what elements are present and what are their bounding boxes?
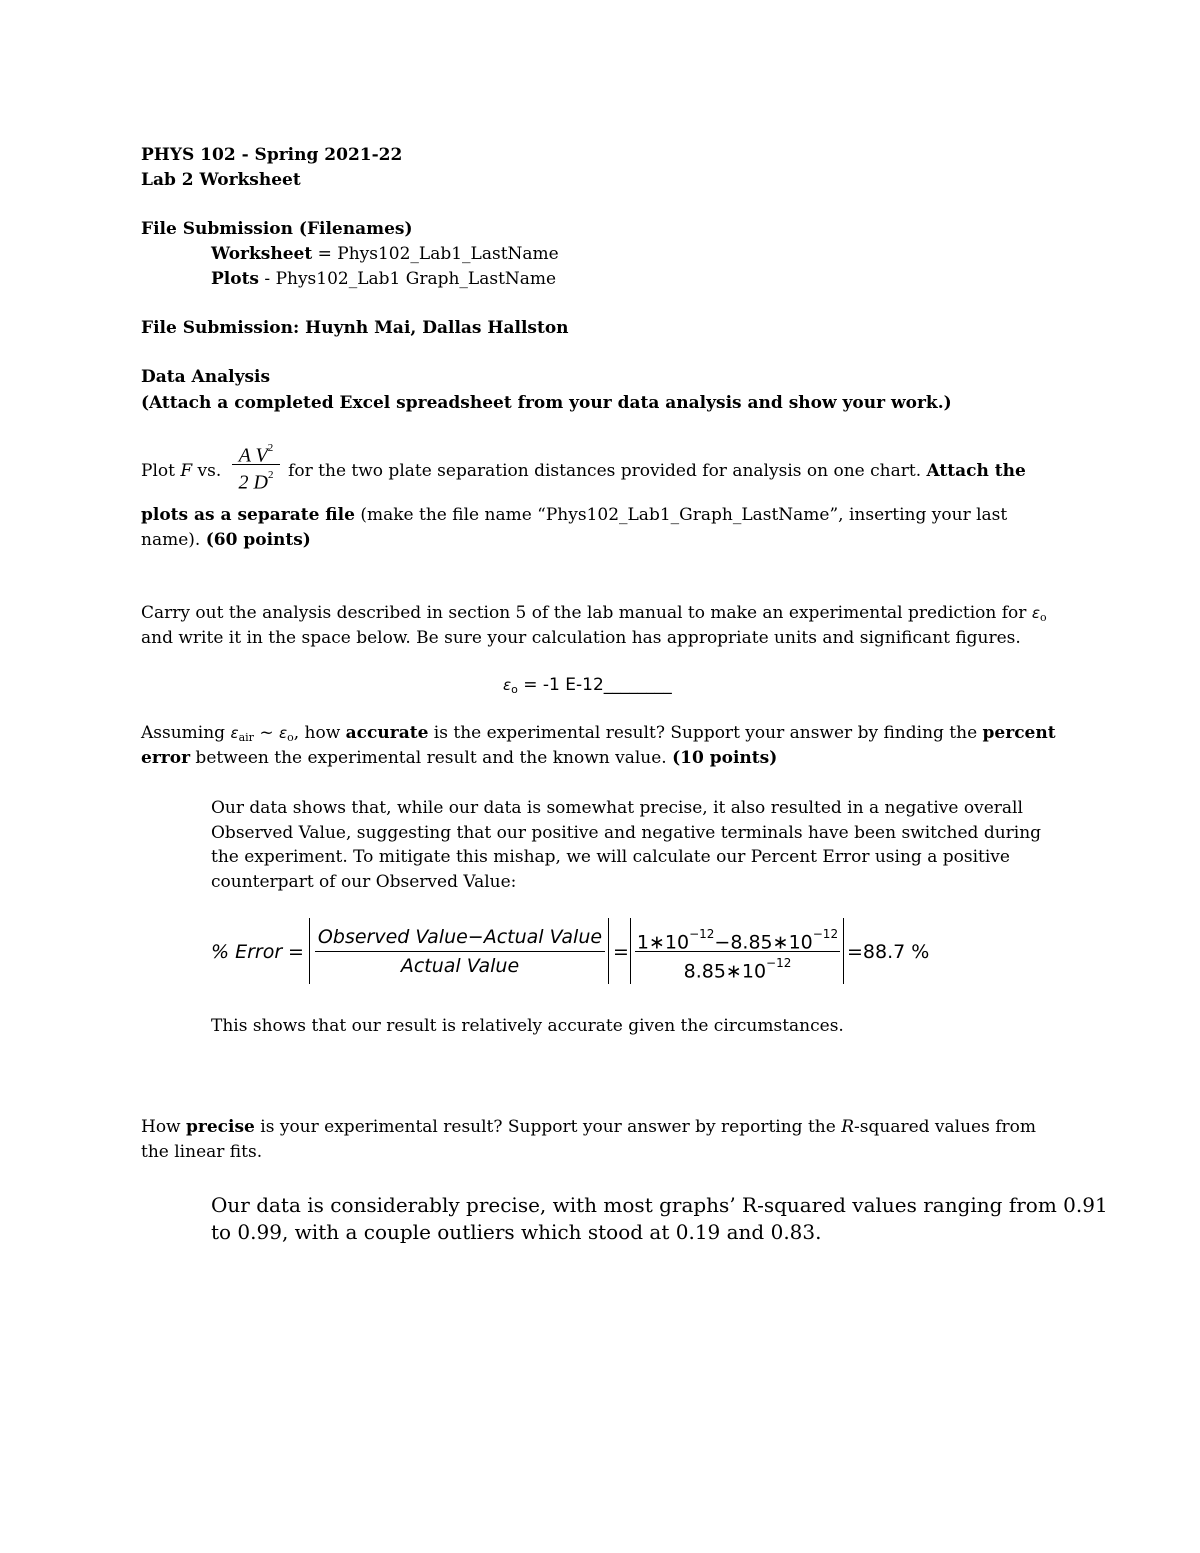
accuracy-points: (10 points): [672, 748, 778, 768]
plot-question-line3: name). (60 points): [141, 530, 311, 550]
percent-error-equation: % Error = Observed Value−Actual Value Actual Value = $1∗10^{-12}-8.85∗10^{-12}$ $8.85∗10^{-12}$ =88.7 %: [211, 915, 971, 987]
accuracy-answer-line2: Observed Value, suggesting that our positive and negative terminals have been switched during: [211, 823, 1042, 843]
accuracy-question-line2: error between the experimental result and the known value. (10 points): [141, 748, 778, 768]
plot-question-line2: plots as a separate file (make the file name “Phys102_Lab1_Graph_LastName”, inserting your last: [141, 505, 1008, 525]
data-analysis-instruction: (Attach a completed Excel spreadsheet from your data analysis and show your work.): [141, 393, 952, 413]
precision-answer-line1: Our data is considerably precise, with most graphs’ R-squared values ranging from 0.91: [211, 1193, 1108, 1217]
plot-question-line1: Plot F vs. for the two plate separation distances provided for analysis on one chart. Attach the: [141, 461, 1026, 481]
precision-answer-line2: to 0.99, with a couple outliers which stood at 0.19 and 0.83.: [211, 1220, 822, 1244]
accuracy-answer-line4: counterpart of our Observed Value:: [211, 872, 517, 892]
plot-points: (60 points): [205, 530, 311, 550]
course-title: PHYS 102 - Spring 2021-22: [141, 145, 403, 165]
data-analysis-heading: Data Analysis: [141, 367, 271, 387]
var-f: F: [180, 461, 193, 481]
equation-result: =88.7 %: [847, 941, 930, 963]
lab-title: Lab 2 Worksheet: [141, 170, 301, 190]
plots-label: Plots: [211, 269, 260, 289]
accuracy-question-line1: Assuming εair ~ εo, how accurate is the experimental result? Support your answer by finding the percent: [141, 723, 1056, 744]
file-submission-heading: File Submission (Filenames): [141, 219, 413, 239]
av2-over-2d2-fraction: A $V^2$ 2 $D^2$: [230, 438, 282, 491]
submitters-line: File Submission: Huynh Mai, Dallas Hallston: [141, 318, 569, 338]
accuracy-conclusion: This shows that our result is relatively accurate given the circumstances.: [211, 1016, 844, 1036]
worksheet-filename: = Phys102_Lab1_LastName: [312, 244, 559, 264]
accuracy-answer-line1: Our data shows that, while our data is somewhat precise, it also resulted in a negative overall: [211, 798, 1023, 818]
analysis-question-line1: Carry out the analysis described in section 5 of the lab manual to make an experimental prediction for εo: [141, 603, 1047, 624]
precision-question-line1: How precise is your experimental result? Support your answer by reporting the R-squared values from: [141, 1117, 1037, 1137]
worksheet-filename-line: [211, 243, 559, 265]
worksheet-label: Worksheet: [211, 244, 313, 264]
precision-question-line2: the linear fits.: [141, 1142, 263, 1162]
analysis-question-line2: and write it in the space below. Be sure your calculation has appropriate units and significant figures.: [141, 628, 1021, 648]
equation-fraction-1: Observed Value−Actual Value Actual Value: [315, 923, 605, 980]
epsilon-answer: εo = -1 E-12________: [503, 675, 672, 696]
equation-fraction-2: $1∗10^{-12}-8.85∗10^{-12}$ $8.85∗10^{-12}$: [636, 927, 839, 983]
accuracy-answer-line3: the experiment. To mitigate this mishap, we will calculate our Percent Error using a positive: [211, 847, 1010, 867]
plots-filename: - Phys102_Lab1 Graph_LastName: [259, 269, 557, 289]
equation-lhs: % Error: [211, 941, 283, 963]
plots-filename-line: [211, 268, 556, 290]
